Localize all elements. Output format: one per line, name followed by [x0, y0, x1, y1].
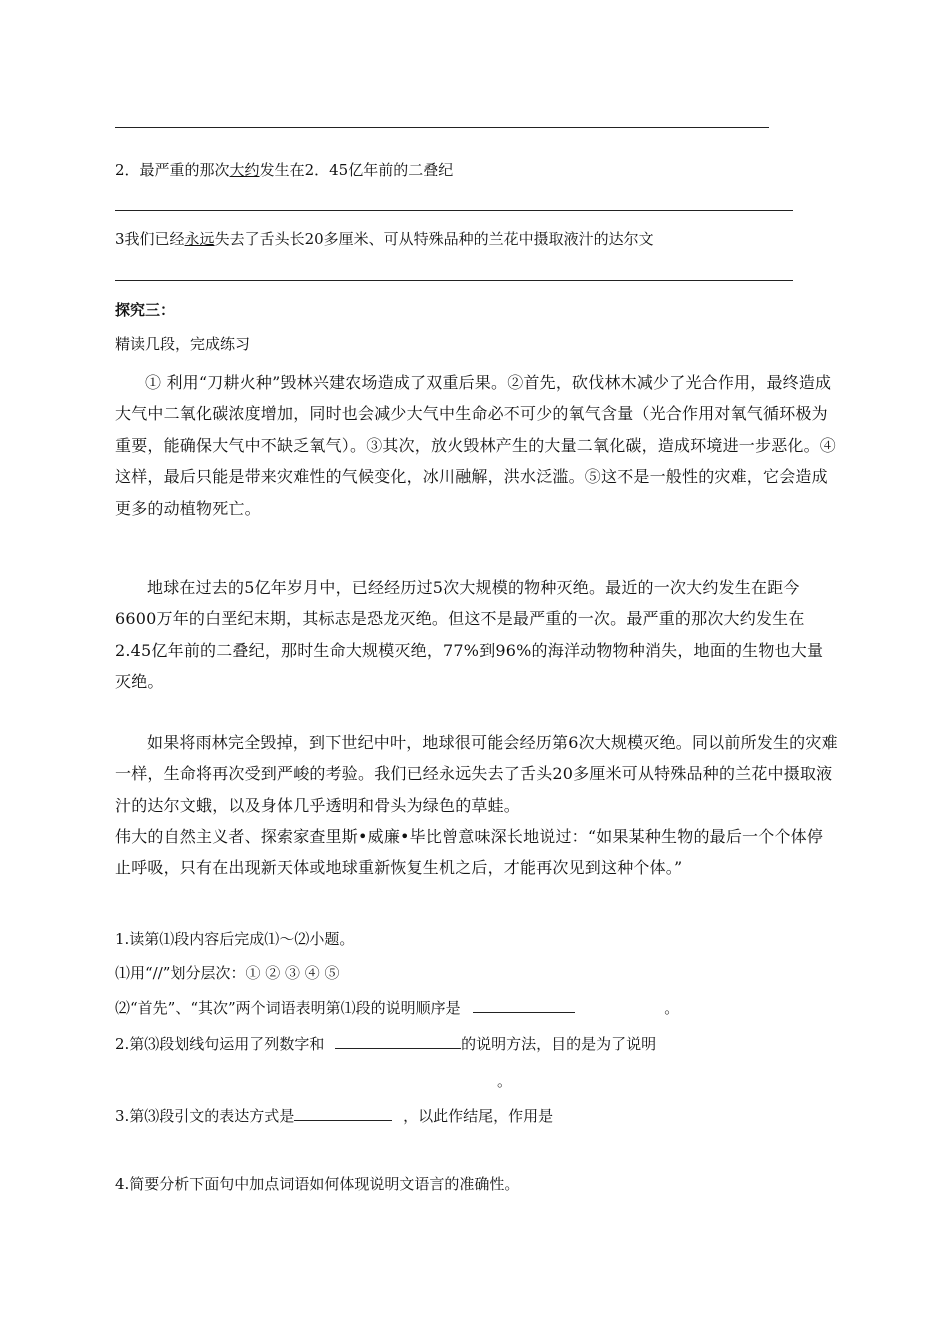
passage-paragraph-3: 如果将雨林完全毁掉，到下世纪中叶，地球很可能会经历第6次大规模灭绝。同以前所发生的灾难一样，生命将再次受到严峻的考验。我们已经永远失去了舌头20多厘米可从特殊品种的兰花中摄取液汁的达尔文蛾，以及身体几乎透明和骨头为绿色的草蛙。 [115, 733, 838, 815]
section-instruction: 精读几段，完成练习 [115, 335, 251, 353]
question-2-text: 2．最严重的那次 [115, 161, 230, 179]
answer-line-2 [115, 210, 793, 211]
exercise-q1b-text: ⑵“首先”、“其次”两个词语表明第⑴段的说明顺序是 [115, 999, 461, 1017]
question-2 [115, 160, 453, 180]
exercise-q1b-end: 。 [664, 999, 680, 1017]
section-heading: 探究三： [115, 301, 176, 319]
answer-blank-method[interactable] [335, 1034, 461, 1049]
question-3-text: 3我们已经 [115, 230, 185, 248]
passage-paragraph-2: 地球在过去的5亿年岁月中，已经经历过5次大规模的物种灭绝。最近的一次大约发生在距今6600万年的白垩纪末期，其标志是恐龙灭绝。但这不是最严重的一次。最严重的那次大约发生在2.45亿年前的二叠纪，那时生命大规模灭绝，77%到96%的海洋动物物种消失，地面的生物也大量灭绝。 [115, 578, 824, 692]
exercise-q4: 4.简要分析下面句中加点词语如何体现说明文语言的准确性。 [115, 1175, 520, 1193]
answer-line-1 [115, 127, 769, 128]
question-2-rest: 发生在2．45亿年前的二叠纪 [259, 161, 454, 179]
answer-blank-order[interactable] [473, 998, 575, 1013]
question-3-underlined: 永远 [184, 230, 215, 248]
exercise-q2-end: 。 [497, 1072, 513, 1090]
exercise-q2-post: 的说明方法，目的是为了说明 [461, 1035, 657, 1053]
exercise-q1b [115, 998, 679, 1018]
answer-line-3 [115, 280, 793, 281]
exercise-q2-text: 2.第⑶段划线句运用了列数字和 [115, 1035, 325, 1053]
answer-blank-expression[interactable] [294, 1106, 392, 1121]
exercise-q3 [115, 1106, 553, 1126]
exercise-q3-text: 3.第⑶段引文的表达方式是 [115, 1107, 295, 1125]
question-3 [115, 229, 654, 249]
exercise-q2 [115, 1034, 656, 1054]
exercise-q3-post: ，以此作结尾，作用是 [403, 1107, 554, 1125]
passage-paragraph-4: 伟大的自然主义者、探索家查里斯•威廉•毕比曾意味深长地说过：“如果某种生物的最后一个个体停止呼吸，只有在出现新天体或地球重新恢复生机之后，才能再次见到这种个体。” [115, 827, 824, 878]
question-2-underlined: 大约 [229, 161, 260, 179]
passage-paragraph-1: ① 利用“刀耕火种”毁林兴建农场造成了双重后果。②首先，砍伐林木减少了光合作用，最终造成大气中二氧化碳浓度增加，同时也会减少大气中生命必不可少的氧气含量（光合作用对氧气循环极为重要，能确保大气中不缺乏氧气）。③其次，放火毁林产生的大量二氧化碳，造成环境进一步恶化。④这样，最后只能是带来灾难性的气候变化，冰川融解，洪水泛滥。⑤这不是一般性的灾难，它会造成更多的动植物死亡。 [115, 373, 837, 518]
exercise-q1: 1.读第⑴段内容后完成⑴～⑵小题。 [115, 930, 355, 948]
question-3-rest: 失去了舌头长20多厘米、可从特殊品种的兰花中摄取液汁的达尔文 [214, 230, 654, 248]
exercise-q1a: ⑴用“//”划分层次：① ② ③ ④ ⑤ [115, 964, 340, 982]
